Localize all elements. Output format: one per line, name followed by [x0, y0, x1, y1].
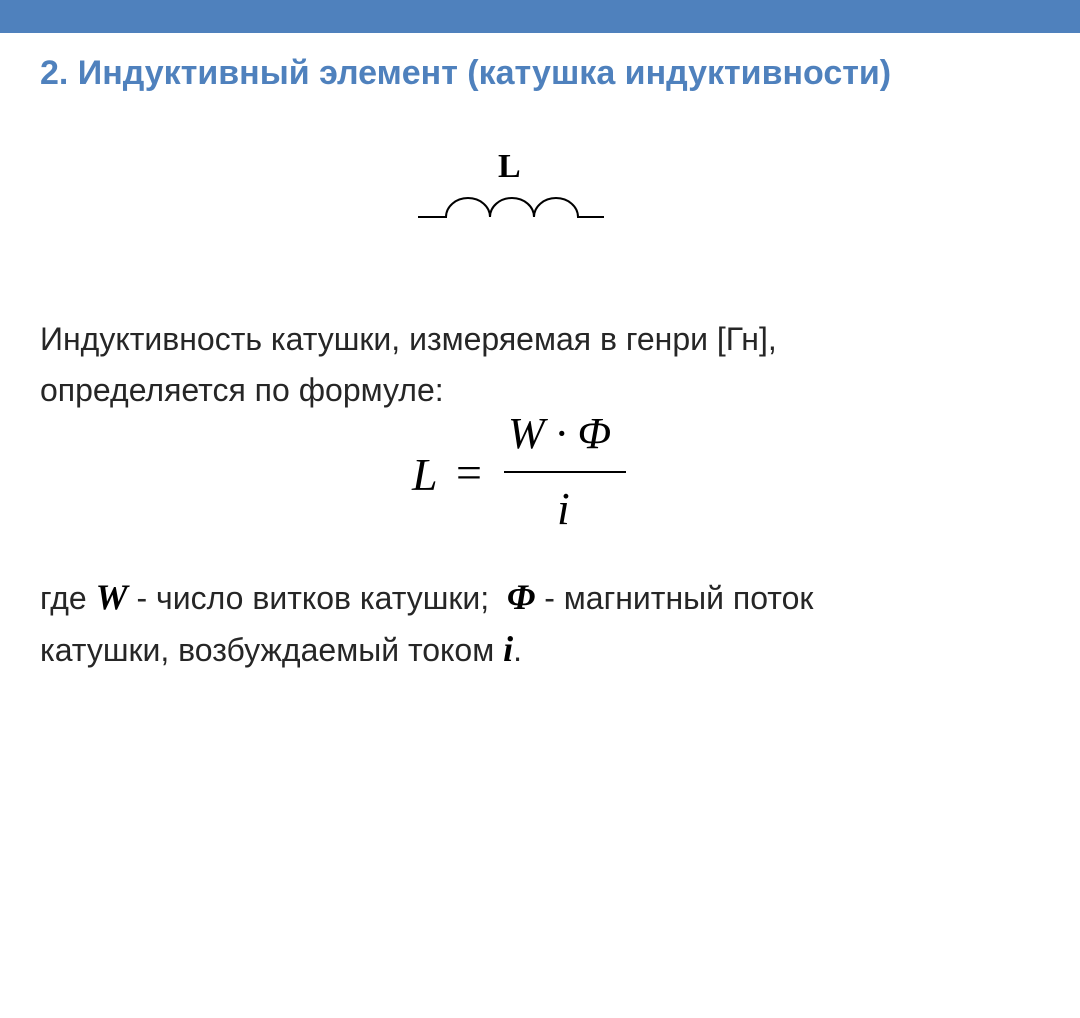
explanation-line-1 — [40, 572, 813, 624]
formula-equals: = — [456, 447, 482, 498]
inductor-label: L — [498, 148, 521, 185]
explanation-text-3: - магнитный поток — [535, 580, 814, 616]
fraction-line — [504, 471, 626, 473]
formula-lhs: L — [412, 449, 438, 500]
inductance-formula — [412, 410, 652, 540]
symbol-w: W — [95, 577, 128, 617]
symbol-i: i — [503, 629, 514, 669]
intro-paragraph — [40, 314, 777, 416]
inductor-coil-icon — [400, 140, 620, 240]
intro-line-2: определяется по формуле: — [40, 372, 444, 408]
symbol-phi: Φ — [506, 577, 536, 617]
explanation-text-1: где — [40, 580, 96, 616]
explanation-paragraph — [40, 572, 813, 676]
explanation-line-2 — [40, 624, 813, 676]
explanation-text-4: катушки, возбуждаемый током — [40, 632, 504, 668]
slide-title: 2. Индуктивный элемент (катушка индуктивности) — [40, 54, 892, 92]
formula-denominator: i — [557, 483, 570, 534]
formula-numerator: W · Φ — [508, 409, 612, 458]
intro-line-1: Индуктивность катушки, измеряемая в генри [Гн], — [40, 321, 777, 357]
explanation-text-5: . — [513, 632, 522, 668]
explanation-text-2: - число витков катушки; — [127, 580, 507, 616]
top-accent-bar — [0, 0, 1080, 33]
inductor-symbol — [400, 140, 620, 240]
